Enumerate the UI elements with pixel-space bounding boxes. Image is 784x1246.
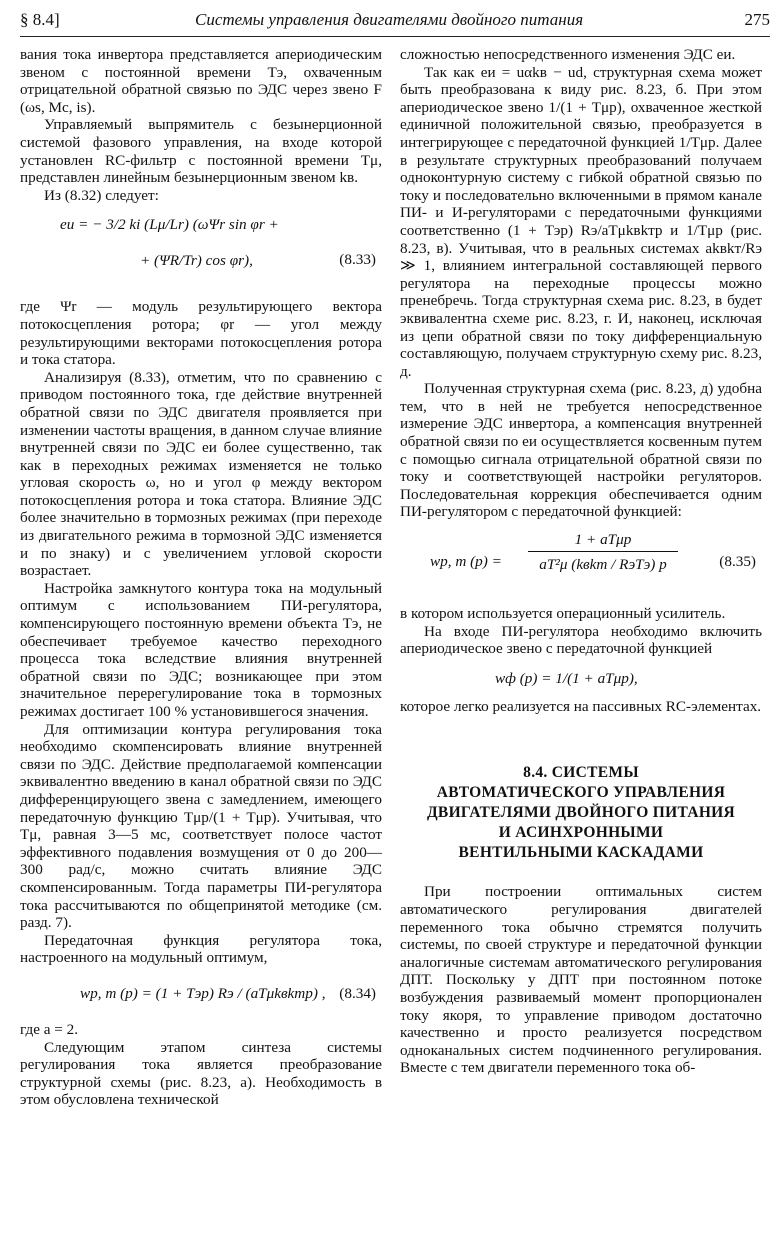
- paragraph: вания тока инвертора представляется апериодическим звеном с постоянной времени Tэ, охваченным отрицательной обратной связью по ЭДС через звено F (ωs, Mc, is).: [20, 46, 382, 116]
- section-heading: [400, 763, 762, 863]
- equation-body: wф (p) = 1/(1 + aTμp),: [495, 669, 638, 687]
- right-column: [400, 46, 762, 1077]
- numerator: 1 + aTμp: [528, 531, 678, 552]
- denominator: aT²μ (kвkт / RэTэ) p: [539, 555, 667, 573]
- paragraph: Настройка замкнутого контура тока на модульный оптимум с использованием ПИ-регулятора, компенсирующего постоянную времени объекта Tэ, не обеспечивает требуемое качество переходного процесса тока вследствие влияния внутренней обратной связи по ЭДС; возникающее при этом значительное перерегулирование тока в тормозных режимах достигает 100 % установившегося значения.: [20, 579, 382, 720]
- equation-number: (8.35): [719, 553, 756, 571]
- paragraph: При построении оптимальных систем автоматического регулирования двигателей переменного тока обычно стремятся получить системы, по своей структуре и передаточной функции аналогичные системам автоматического регулирования ДПТ. Поскольку у ДПТ при постоянном потоке возбуждения развиваемый момент пропорционален току якоря, то управление приводом достаточно качественно и просто реализуется посредством одноканальных систем подчиненного регулирования. Вместе с тем двигатели переменного тока об-: [400, 883, 762, 1077]
- running-title: Системы управления двигателями двойного питания: [195, 10, 584, 29]
- heading-line: ВЕНТИЛЬНЫМИ КАСКАДАМИ: [458, 844, 704, 862]
- heading-line: И АСИНХРОННЫМИ: [498, 824, 664, 842]
- heading-line: АВТОМАТИЧЕСКОГО УПРАВЛЕНИЯ: [436, 784, 726, 802]
- section-ref: § 8.4]: [20, 10, 60, 29]
- equation-8-35: [400, 531, 762, 595]
- equation-line: eи = − 3/2 ki (Lμ/Lr) (ωΨr sin φr +: [60, 216, 279, 234]
- paragraph: Для оптимизации контура регулирования тока необходимо скомпенсировать влияние внутренней связи по ЭДС. Действие предполагаемой компенсации эквивалентно введению в канал обратной связи по ЭДС дифференцирующего звена с замедлением, имеющего передаточную функцию Tμp/(1 + Tμp). Учитывая, что Tμ, равная 3—5 мс, соответствует полосе частот эффективного подавления возмущения от 0 до 200—300 рад/с, можно считать влияние ЭДС скомпенсированным. Тогда параметры ПИ-регулятора тока рассчитываются по общепринятой методике (см. разд. 7).: [20, 720, 382, 932]
- equation-number: (8.34): [339, 984, 376, 1002]
- page-header: [20, 6, 770, 37]
- paragraph: Управляемый выпрямитель с безынерционной системой фазового управления, на входе которой установлен RC-фильтр с постоянной времени Tμ, представлен линейным безынерционным звеном kв.: [20, 116, 382, 187]
- paragraph: Так как eи = uαkв − ud, структурная схема может быть преобразована к виду рис. 8.23, б. При этом апериодическое звено 1/(1 + Tμp), охваченное жесткой единичной положительной связью, преобразуется в интегрирующее с передаточной функцией 1/Tμp. Далее в результате структурных преобразований получаем одноконтурную систему с гибкой обратной связью по току и последовательно включенными в прямом канале ПИ- и И-регуляторами с передаточными функциями соответственно (1 + Tэp) Rэ/aTμkвkтp и 1/Tμp (рис. 8.23, в). Учитывая, что в реальных системах akвkт/Rэ ≫ 1, влиянием интегральной составляющей первого регулятора на переходные процессы можно пренебречь. Тогда структурная схема рис. 8.23, в будет эквивалентна схеме рис. 8.23, г. И, наконец, исключая из цепи обратной связи по току дифференциальную составляющую, получаем структурную схему рис. 8.23, д.: [400, 63, 762, 380]
- paragraph: Полученная структурная схема (рис. 8.23, д) удобна тем, что в ней не требуется непосредственное измерение ЭДС инвертора, а компенсация внутренней обратной связи по eи осуществляется косвенным путем с помощью сигнала отрицательной обратной связи по току и соответствующей настройки регуляторов. Последовательная коррекция обеспечивается одним ПИ-регулятором с передаточной функцией:: [400, 380, 762, 521]
- paragraph: Передаточная функция регулятора тока, настроенного на модульный оптимум,: [20, 931, 382, 967]
- paragraph: Следующим этапом синтеза системы регулирования тока является преобразование структурной схемы (рис. 8.23, а). Необходимость в этом обусловлена технической: [20, 1038, 382, 1109]
- left-column: [20, 46, 382, 1109]
- fraction: [528, 531, 678, 573]
- equation-number: (8.33): [339, 251, 376, 269]
- paragraph: Анализируя (8.33), отметим, что по сравнению с приводом постоянного тока, где действие внутренней обратной связи по ЭДС двигателя проявляется при изменении частоты вращения, в данном случае влияние внутренней связи по ЭДС eи более существенно, так как в переходных режимах изменяется не только угловая скорость ω, но и угол φ между вектором потокосцепления ротора и тока статора. Влияние ЭДС более значительно в тормозных режимах (при переходе из двигательного режима в тормозной ЭДС изменяется и по знаку) и с увеличением угловой скорости возрастает.: [20, 368, 382, 580]
- paragraph: Из (8.32) следует:: [44, 186, 159, 204]
- paragraph: в котором используется операционный усилитель.: [400, 605, 726, 623]
- equation-8-33: [20, 216, 382, 286]
- heading-line: 8.4. СИСТЕМЫ: [523, 764, 639, 782]
- paragraph: сложностью непосредственного изменения ЭДС eи.: [400, 46, 736, 63]
- equation-body: wр, т (p) = (1 + Tэp) Rэ / (aTμkвkтp) ,: [80, 984, 326, 1002]
- equation-lhs: wр, т (p) =: [430, 553, 502, 571]
- equation-filter: [400, 666, 762, 690]
- equation-line: + (ΨR/Tr) cos φr),: [140, 251, 253, 269]
- heading-line: ДВИГАТЕЛЯМИ ДВОЙНОГО ПИТАНИЯ: [426, 804, 736, 822]
- page-number: 275: [744, 10, 770, 29]
- paragraph: На входе ПИ-регулятора необходимо включить апериодическое звено с передаточной функцией: [400, 622, 762, 658]
- paragraph: где a = 2.: [20, 1020, 79, 1038]
- equation-8-34: [20, 979, 382, 1009]
- paragraph: где Ψr — модуль результирующего вектора потокосцепления ротора; φr — угол между результирующими векторами потокосцепления ротора и тока статора.: [20, 298, 382, 369]
- paragraph: которое легко реализуется на пассивных RC-элементах.: [400, 697, 762, 715]
